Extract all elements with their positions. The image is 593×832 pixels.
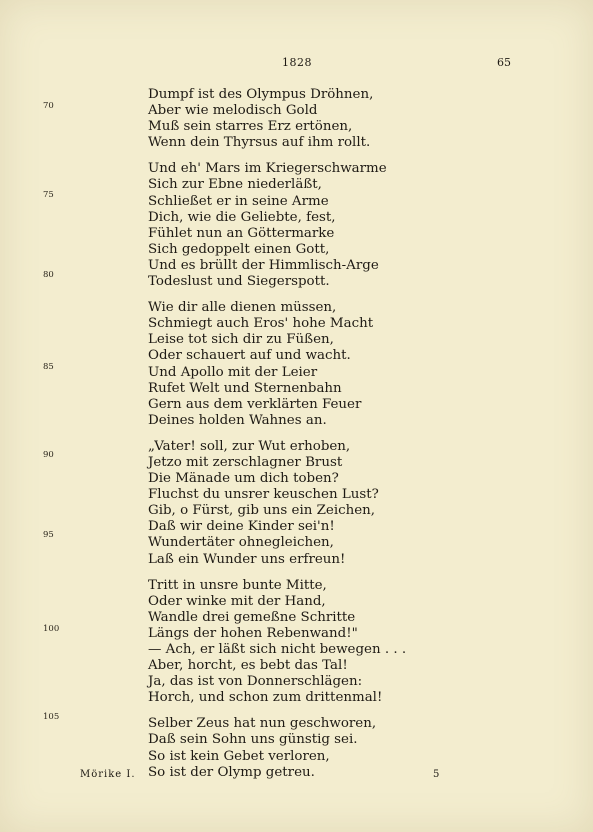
verse-line: Wandle drei gemeßne Schritte [148, 609, 356, 625]
sheet-number: 5 [433, 769, 440, 780]
line-number-105: 105 [43, 712, 60, 722]
line-number-70: 70 [43, 101, 54, 111]
stanza [148, 439, 448, 568]
verse-line: Tritt in unsre bunte Mitte, [148, 577, 327, 593]
verse-line: Daß sein Sohn uns günstig sei. [148, 732, 358, 748]
stanza [148, 578, 448, 707]
verse-line: Wundertäter ohnegleichen, [148, 535, 334, 551]
verse-line: Sich gedoppelt einen Gott, [148, 241, 330, 257]
verse-line: Dich, wie die Geliebte, fest, [148, 209, 336, 225]
verse-line: Horch, und schon zum drittenmal! [148, 690, 383, 706]
verse-line: Rufet Welt und Sternenbahn [148, 380, 342, 396]
verse-line: Selber Zeus hat nun geschworen, [148, 716, 377, 732]
verse-line: Schmiegt auch Eros' hohe Macht [148, 316, 374, 332]
line-number-75: 75 [43, 190, 54, 200]
verse-line: So ist der Olymp getreu. [148, 764, 315, 780]
verse-line: Daß wir deine Kinder sei'n! [148, 519, 335, 535]
signature-mark: Mörike I. [80, 769, 136, 780]
verse-line: — Ach, er läßt sich nicht bewegen . . . [148, 642, 407, 657]
page-header-year: 1828 [282, 56, 312, 69]
line-number-100: 100 [43, 624, 60, 634]
stanza [148, 161, 448, 290]
verse-line: Ja, das ist von Donnerschlägen: [148, 674, 363, 690]
verse-line: Und Apollo mit der Leier [148, 364, 318, 380]
verse-line: Wie dir alle dienen müssen, [148, 300, 337, 316]
line-number-80: 80 [43, 270, 54, 280]
verse-line: Leise tot sich dir zu Füßen, [148, 332, 334, 348]
verse-line: Aber, horcht, es bebt das Tal! [148, 658, 348, 674]
page-number: 65 [497, 56, 511, 69]
verse-line: Und es brüllt der Himmlisch-Arge [148, 257, 379, 273]
verse-line: Oder schauert auf und wacht. [148, 348, 351, 364]
verse-line: Fluchst du unsrer keuschen Lust? [148, 487, 379, 503]
verse-line: Die Mänade um dich toben? [148, 471, 339, 487]
verse-line: Und eh' Mars im Kriegerschwarme [148, 161, 387, 177]
stanza [148, 300, 448, 429]
verse-line: Fühlet nun an Göttermarke [148, 225, 335, 241]
verse-line: Gern aus dem verklärten Feuer [148, 396, 362, 412]
verse-line: Aber wie melodisch Gold [148, 103, 318, 119]
verse-line: Jetzo mit zerschlagner Brust [148, 454, 343, 470]
verse-line: Dumpf ist des Olympus Dröhnen, [148, 87, 374, 102]
poem-body [148, 87, 448, 781]
line-number-90: 90 [43, 450, 54, 460]
line-number-95: 95 [43, 530, 54, 540]
verse-line: Wenn dein Thyrsus auf ihm rollt. [148, 135, 371, 151]
verse-line: Muß sein starres Erz ertönen, [148, 119, 353, 135]
verse-line: Todeslust und Siegerspott. [148, 274, 330, 290]
verse-line: Gib, o Fürst, gib uns ein Zeichen, [148, 503, 376, 519]
stanza [148, 87, 448, 151]
stanza [148, 716, 448, 780]
verse-line: Längs der hohen Rebenwand!" [148, 625, 358, 641]
verse-line: Oder winke mit der Hand, [148, 593, 326, 609]
verse-line: Sich zur Ebne niederläßt, [148, 177, 322, 193]
verse-line: Deines holden Wahnes an. [148, 412, 327, 428]
verse-line: „Vater! soll, zur Wut erhoben, [148, 438, 351, 454]
line-number-85: 85 [43, 362, 54, 372]
verse-line: Laß ein Wunder uns erfreun! [148, 551, 346, 567]
verse-line: Schließet er in seine Arme [148, 193, 329, 209]
verse-line: So ist kein Gebet verloren, [148, 748, 330, 764]
